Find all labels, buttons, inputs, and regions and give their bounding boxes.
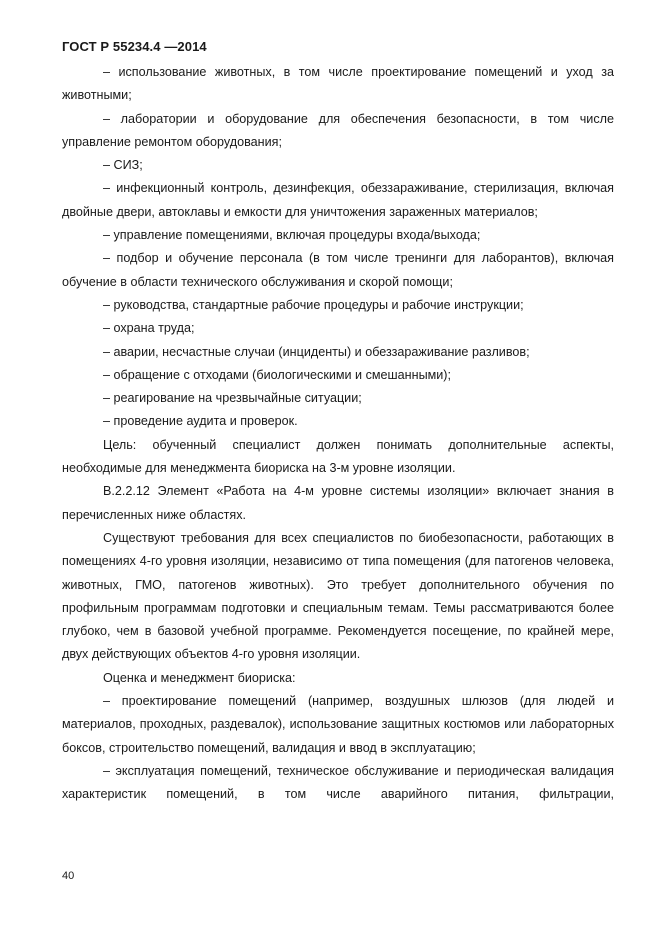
list-item: – обращение с отходами (биологическими и смешанными); — [103, 367, 452, 382]
page-number: 40 — [62, 870, 75, 882]
list-item: – охрана труда; — [103, 321, 195, 336]
document-header: ГОСТ Р 55234.4 —2014 — [62, 39, 207, 54]
list-item: – использование животных, в том числе проектирование помещений и уход за животными; — [62, 65, 614, 103]
subheading-paragraph: Оценка и менеджмент биориска: — [103, 670, 296, 685]
list-item: – СИЗ; — [103, 158, 143, 173]
list-item: – реагирование на чрезвычайные ситуации; — [103, 391, 362, 406]
list-item: – аварии, несчастные случаи (инциденты) и обеззараживание разливов; — [103, 344, 530, 359]
list-item: – подбор и обучение персонала (в том числе тренинги для лаборантов), включая обучение в области технического обслуживания и скорой помощи; — [62, 251, 614, 289]
page-body — [62, 61, 614, 807]
list-item: – лаборатории и оборудование для обеспечения безопасности, в том числе управление ремонтом оборудования; — [62, 111, 614, 149]
requirements-paragraph: Существуют требования для всех специалистов по биобезопасности, работающих в помещениях 4-го уровня изоляции, независимо от типа помещения (для патогенов человека, животных, ГМО, патогенов животных). Это требует дополнительного обучения по профильным программам подготовки и специальным темам. Темы рассматриваются более глубоко, чем в базовой учебной программе. Рекомендуется посещение, по крайней мере, двух действующих объектов 4-го уровня изоляции. — [62, 530, 614, 662]
goal-paragraph: Цель: обученный специалист должен понимать дополнительные аспекты, необходимые для менеджмента биориска на 3-м уровне изоляции. — [62, 437, 614, 476]
list-item: – управление помещениями, включая процедуры входа/выхода; — [103, 228, 481, 243]
section-paragraph: В.2.2.12 Элемент «Работа на 4-м уровне системы изоляции» включает знания в перечисленных ниже областях. — [62, 484, 614, 522]
list-item: – эксплуатация помещений, техническое обслуживание и периодическая валидация характеристик помещений, в том числе аварийного питания, фильтрации, — [62, 763, 614, 802]
list-item: – проведение аудита и проверок. — [103, 414, 298, 429]
list-item: – проектирование помещений (например, воздушных шлюзов (для людей и материалов, проходных, раздевалок), использование защитных костюмов или лабораторных боксов, строительство помещений, валидация и ввод в эксплуатацию; — [62, 694, 614, 755]
list-item: – инфекционный контроль, дезинфекция, обеззараживание, стерилизация, включая двойные двери, автоклавы и емкости для уничтожения зараженных материалов; — [62, 181, 614, 219]
list-item: – руководства, стандартные рабочие процедуры и рабочие инструкции; — [103, 297, 524, 312]
